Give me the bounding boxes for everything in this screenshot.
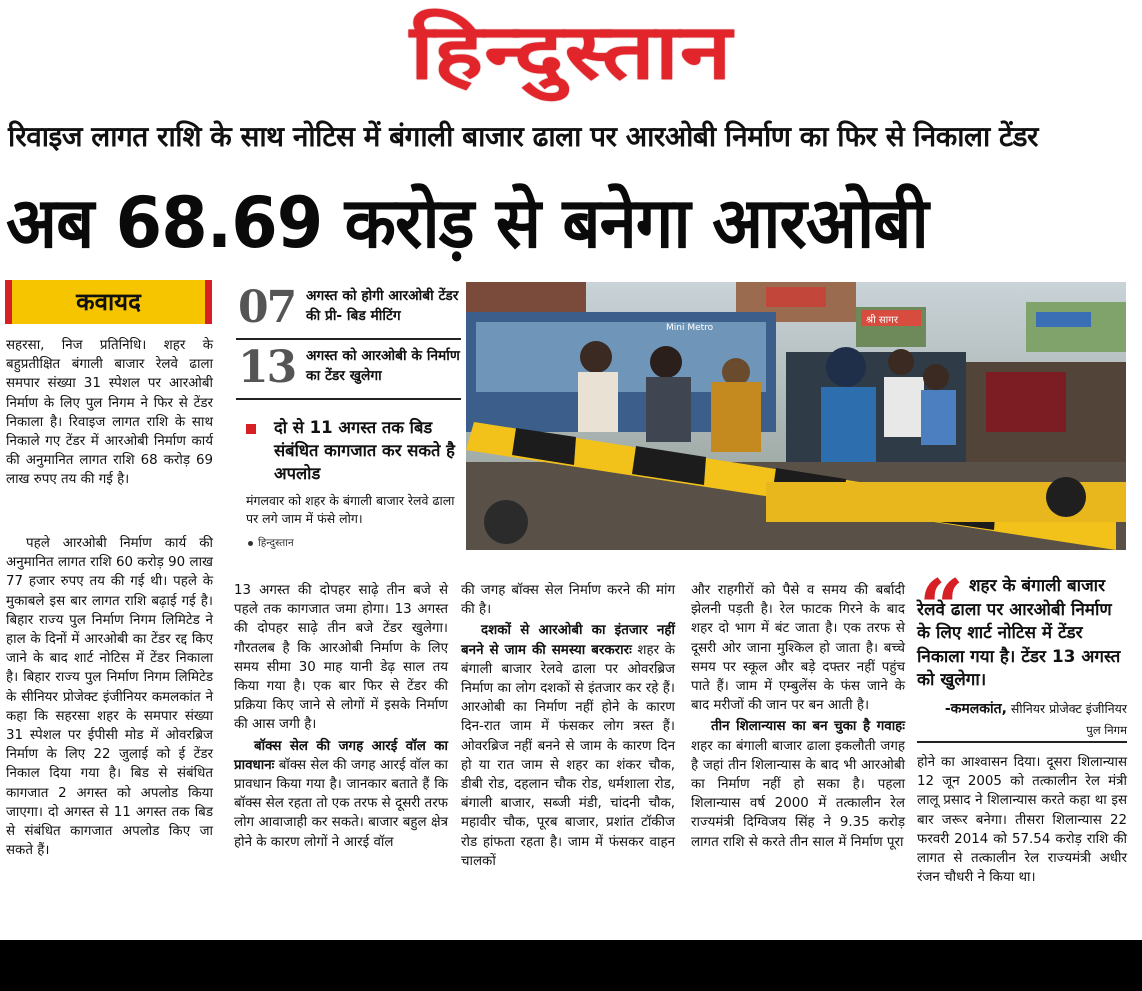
pull-quote [917,563,1127,745]
article-headline: अब 68.69 करोड़ से बनेगा आरओबी [6,182,928,264]
paragraph: होने का आश्वासन दिया। दूसरा शिलान्यास 12 जून 2005 को तत्कालीन रेल मंत्री लालू प्रसाद ने शिलान्यास करते कहा था इस बार जरूर बनेगा। तीसरा शिलान्यास 22 फरवरी 2014 को 57.54 करोड़ राशि की लागत से तत्कालीन रेल राज्यमंत्री अधीर रंजन चौधरी ने किया था। [917,755,1127,886]
subheading: तीन शिलान्यास का बन चुका है गवाहः [711,719,905,735]
paragraph [461,621,675,871]
subheading: दशकों से आरओबी का इंतजार नहीं बनने से जाम की समस्या बरकरारः [461,623,675,658]
fact-item [236,282,461,340]
quote-author-name: -कमलकांत, [944,701,1007,717]
photo-credit: हिन्दुस्तान [258,537,294,549]
fact-item [236,342,461,400]
vehicle-sign: Mini Metro [666,323,714,333]
masthead-logo: हिन्दुस्तान [409,7,733,96]
fact-text: अगस्त को होगी आरओबी टेंडर की प्री- बिड मीटिंग [306,288,459,324]
section-label-text: कवायद [76,288,141,316]
quote-author [945,699,1127,718]
paragraph: सहरसा, निज प्रतिनिधि। शहर के बहुप्रतीक्षित बंगाली बाजार रेलवे ढाला समपार संख्या 31 स्पेशल पर आरओबी निर्माण के लिए पुल निगम ने फिर से टेंडर निकाला है। रिवाइज लागत राशि के साथ निकाले गए टेंडर में आरओबी निर्माण कार्य की अनुमानित लागत राशि 68 करोड़ 69 लाख रुपए तय की गई है। [6,338,213,488]
traffic-jam-photo [466,282,1126,550]
paragraph [691,717,905,851]
paragraph-text: शहर का बंगाली बाजार ढाला इकलौती जगह है जहां तीन शिलान्यास के बाद भी आरओबी का निर्माण नहीं हो सका है। पहला शिलान्यास वर्ष 2000 में तत्कालीन रेल राज्यमंत्री दिग्विजय सिंह ने 9.35 करोड़ लागत राशि से करते तीन साल में निर्माण पूरा [691,738,905,850]
article-column-5 [917,753,1127,887]
photo-caption: मंगलवार को शहर के बंगाली बाजार रेलवे ढाला पर लगे जाम में फंसे लोग। [246,493,455,526]
subheading: बॉक्स सेल की जगह आरई वॉल का प्रावधानः [234,738,448,773]
article-column-2 [234,581,448,852]
masthead [0,0,1142,108]
paragraph [234,737,448,852]
quote-organization: पुल निगम [1086,723,1127,737]
paragraph: 13 अगस्त की दोपहर साढ़े तीन बजे से पहले तक कागजात जमा होगा। 13 अगस्त की दोपहर साढ़े तीन बजे टेंडर खुलेगा। गौरतलब है कि आरओबी निर्माण के लिए समय सीमा 30 माह यानी डेढ़ साल तय किया गया है। एक बार फिर से टेंडर की प्रक्रिया किए जाने से लोगों में इसके निर्माण की आस जगी है। [234,583,448,733]
article-kicker: रिवाइज लागत राशि के साथ नोटिस में बंगाली बाजार ढाला पर आरओबी निर्माण का फिर से निकाला टेंडर [8,120,1038,153]
paragraph-text: बॉक्स सेल की जगह आरई वॉल का प्रावधान किया गया है। जानकार बताते हैं कि बॉक्स सेल रहता तो एक तरफ से दूसरी तरफ लोग आवाजाही कर सकते। बाजार बहुल क्षेत्र होने के कारण लोगों ने आरई वॉल [234,757,448,850]
fact-box [236,282,461,550]
article-column-4 [691,581,905,852]
paragraph: की जगह बॉक्स सेल निर्माण करने की मांग की है। [461,583,675,618]
section-label [5,280,212,324]
article-column-1-top [6,336,213,490]
bullet-icon [248,541,253,546]
fact-text: दो से 11 अगस्त तक बिड संबंधित कागजात कर सकते है अपलोड [274,418,455,483]
shop-sign: श्री सागर [866,315,898,326]
fact-number: 07 [238,282,296,333]
divider [917,741,1127,743]
paragraph: और राहगीरों को पैसे व समय की बर्बादी झेलनी पड़ती है। रेल फाटक गिरने के बाद शहर दो भाग में बंट जाता है। एक तरफ से दूसरी ओर जाना मुश्किल हो जाता है। बच्चे समय पर स्कूल और बड़े दफ्तर नहीं पहुंच पाते हैं। जाम में एम्बुलेंस के फंस जाने के बाद मरीजों की जान पर बन आती है। [691,583,905,714]
quote-mark-icon: “ [919,563,964,654]
article-column-1-bottom [6,534,213,860]
paragraph-text: शहर के बंगाली बाजार रेलवे ढाला पर ओवरब्रिज निर्माण का लोग दशकों से इंतजार कर रहे हैं। आरओबी का निर्माण नहीं होने के कारण दिन-रात जाम में फंसकर लोग त्रस्त हैं। ओवरब्रिज नहीं बनने से जाम के कारण दिन हो या रात जाम से शहर का शंकर चौक, डीबी रोड, दहलान चौक रोड, धर्मशाला रोड, बंगाली बाजार, सब्जी मंडी, चांदनी चौक, महावीर चौक, पूरब बाजार, प्रशांत टॉकीज रोड हांफता रहता है। जाम में फंसकर वाहन चालकों [461,642,675,869]
quote-author-title: सीनियर प्रोजेक्ट इंजीनियर [1006,701,1127,716]
square-bullet-icon [246,424,256,434]
fact-number: 13 [238,342,296,393]
quote-text: शहर के बंगाली बाजार रेलवे ढाला पर आरओबी निर्माण के लिए शार्ट नोटिस में टेंडर निकाला गया है। टेंडर 13 अगस्त को खुलेगा। [917,576,1121,690]
fact-text: अगस्त को आरओबी के निर्माण का टेंडर खुलेगा [306,348,460,384]
article-column-3 [461,581,675,871]
news-photo [466,282,1126,550]
paragraph: पहले आरओबी निर्माण कार्य की अनुमानित लागत राशि 60 करोड़ 90 लाख 77 हजार रुपए तय की गई थी। पहले के मुकाबले इस बार लागत राशि बढ़ाई गई है। बिहार राज्य पुल निर्माण निगम लिमिटेड ने हाल के दिनों में आरओबी का टेंडर रद्द किए जाने के बाद शार्ट नोटिस में टेंडर निकाला है। बिहार राज्य पुल निर्माण निगम लिमिटेड के सीनियर प्रोजेक्ट इंजीनियर कमलकांत ने कहा कि सहरसा शहर के समपार संख्या 31 स्पेशल पर ईपीसी मोड में ओवरब्रिज निर्माण के लिए 22 जुलाई को ई टेंडर निकाल दिया गया है। बिड से संबंधित कागजात 2 अगस्त को अपलोड किया जाएगा। दो अगस्त से 11 अगस्त तक बिड से संबंधित कागजात अपलोड किए जा सकते हैं। [6,536,213,859]
